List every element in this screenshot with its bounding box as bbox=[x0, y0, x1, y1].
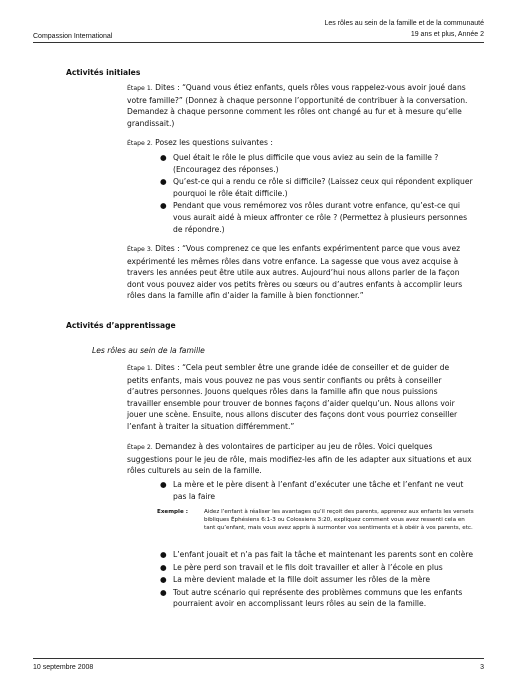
list-item bbox=[160, 562, 474, 574]
list-item bbox=[160, 176, 474, 199]
s2-step2 bbox=[127, 441, 473, 477]
list-item bbox=[160, 200, 474, 235]
bullet-icon: ● bbox=[160, 177, 167, 187]
list-item bbox=[160, 587, 474, 610]
list-item-text: Le père perd son travail et le fils doit travailler et aller à l’école en plus bbox=[173, 562, 443, 572]
bullet-icon: ● bbox=[160, 562, 167, 572]
list-item-text: L’enfant jouait et n’a pas fait la tâche et maintenant les parents sont en colère bbox=[173, 550, 473, 559]
step-text: Demandez à des volontaires de participer au jeu de rôles. Voici quelques suggestions pour le jeu de rôle, mais modifiez-les afin de les adapter aux situations et aux rôles culturels au sein de la famille. bbox=[127, 442, 472, 476]
list-item-text: La mère et le père disent à l’enfant d’exécuter une tâche et l’enfant ne veut pas la faire bbox=[173, 480, 464, 501]
list-item bbox=[160, 479, 474, 502]
list-item bbox=[160, 152, 474, 175]
header-organization: Compassion International bbox=[33, 33, 113, 40]
bullet-icon: ● bbox=[160, 587, 167, 597]
step-text: Dites : “Quand vous étiez enfants, quels rôles vous rappelez-vous avoir joué dans votre famille?” (Donnez à chaque personne l’opportunité de contribuer à la conversation. Demandez à chaque personne comment les rôles ont changé au fur et à mesure qu’elle grandissait.) bbox=[127, 83, 468, 128]
bullet-icon: ● bbox=[160, 550, 167, 559]
header-rule bbox=[33, 42, 484, 43]
step-label: Étape 2. bbox=[127, 444, 153, 451]
list-item-text: Tout autre scénario qui représente des problèmes communs que les enfants pourraient avoir en accomplissant leurs rôles au sein de la famille. bbox=[173, 587, 463, 609]
s2-step2-bullets bbox=[160, 549, 474, 611]
bullet-icon: ● bbox=[160, 153, 167, 162]
step-label: Étape 3. bbox=[127, 246, 153, 253]
bullet-icon: ● bbox=[160, 480, 167, 489]
step-label: Étape 2. bbox=[127, 140, 153, 147]
example-text: Aidez l’enfant à réaliser les avantages qu’il reçoit des parents, apprenez aux enfants les versets bibliques Éphésiens 6:1-3 ou Colossiens 3:20, expliquez comment vous avez ressenti cela en tant qu’enfant, mais vous avez appris à surmonter vos sentiments et à obéir à vos parents, etc. bbox=[204, 509, 474, 532]
example-block bbox=[157, 508, 477, 548]
bullet-icon: ● bbox=[160, 575, 167, 585]
s1-step2-bullets bbox=[160, 152, 474, 236]
step-label: Étape 1. bbox=[127, 365, 153, 372]
step-text: Posez les questions suivantes : bbox=[155, 138, 273, 147]
bullet-icon: ● bbox=[160, 201, 167, 211]
s1-step2 bbox=[127, 137, 473, 150]
header-title-line1: Les rôles au sein de la famille et de la communauté bbox=[324, 20, 484, 27]
header-title-line2: 19 ans et plus, Année 2 bbox=[410, 31, 484, 38]
page-number: 3 bbox=[480, 664, 484, 671]
list-item-text: Quel était le rôle le plus difficile que vous aviez au sein de la famille ? (Encouragez des réponses.) bbox=[173, 153, 439, 174]
list-item bbox=[160, 549, 474, 561]
section-heading-learning: Activités d’apprentissage bbox=[66, 321, 176, 330]
list-item-text: Qu’est-ce qui a rendu ce rôle si difficile? (Laissez ceux qui répondent expliquer pourquoi le rôle était difficile.) bbox=[173, 177, 473, 198]
s2-step2-first-bullet bbox=[160, 479, 474, 503]
s2-step1 bbox=[127, 362, 473, 433]
step-label: Étape 1. bbox=[127, 85, 153, 92]
s1-step1 bbox=[127, 82, 473, 129]
example-label: Exemple : bbox=[157, 509, 188, 515]
footer-rule bbox=[33, 658, 484, 659]
footer-date: 10 septembre 2008 bbox=[33, 664, 94, 671]
section-subheading: Les rôles au sein de la famille bbox=[92, 346, 205, 355]
list-item-text: La mère devient malade et la fille doit assumer les rôles de la mère bbox=[173, 575, 431, 585]
list-item bbox=[160, 574, 474, 586]
s1-step3 bbox=[127, 243, 473, 302]
list-item-text: Pendant que vous remémorez vos rôles durant votre enfance, qu’est-ce qui vous aurait aidé à mieux affronter ce rôle ? (Permettez à plusieurs personnes de répondre.) bbox=[173, 201, 468, 234]
section-heading-initial: Activités initiales bbox=[66, 68, 141, 77]
step-text: Dites : “Vous comprenez ce que les enfants expérimentent parce que vous avez expérimenté les mêmes rôles dans votre enfance. La sagesse que vous avez acquise à travers les années peut être utile aux autres. Aujourd’hui nous allons parler de la façon dont vous pouvez aider vos petits frères ou sœurs ou d’autres enfants à accomplir leurs rôles dans la famille afin d’aider la famille à bien fonctionner.” bbox=[127, 244, 463, 301]
step-text: Dites : “Cela peut sembler être une grande idée de conseiller et de guider de petits enfants, mais vous pouvez ne pas vous sentir confiants ou prêts à conseiller d’autres personnes. Jouons quelques rôles dans la famille afin que nous puissions travailler ensemble pour trouver de bonnes façons d’aider quelqu’un. Nous allons voir jouer une scène. Ensuite, nous allons discuter des façons dont vous pourriez conseiller l’enfant à traiter la situation différemment.” bbox=[127, 363, 458, 431]
